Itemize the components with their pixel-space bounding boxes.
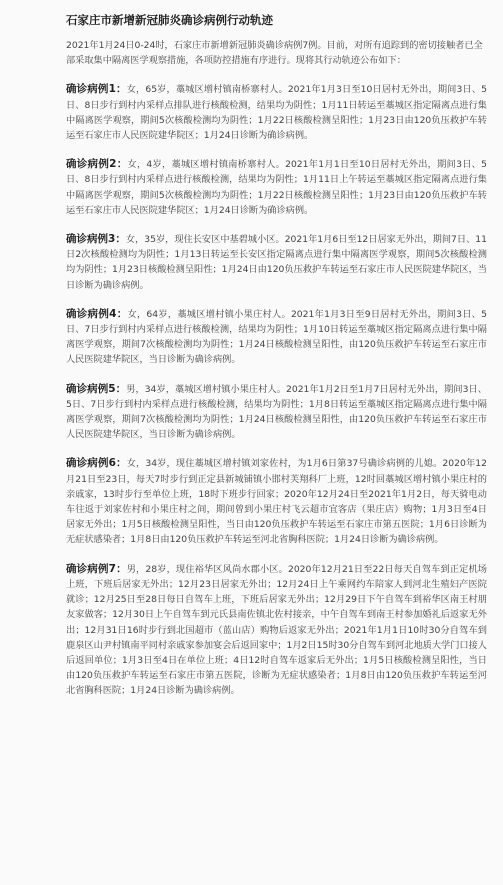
case-paragraph-6 <box>66 456 487 547</box>
article-intro: 2021年1月24日0-24时，石家庄市新增新冠肺炎确诊病例7例。目前，对所有追踪到的密切接触者已全部采取集中隔离医学观察措施，各项防控措施有序进行。现将其行动轨迹公布如下： <box>66 40 483 67</box>
case-label: 确诊病例2： <box>66 158 128 171</box>
case-paragraph-4 <box>66 307 487 368</box>
case-label: 确诊病例4： <box>66 307 128 320</box>
case-text: 女，64岁，藁城区增村镇小果庄村人。2021年1月3日至9日居村无外出，期间3日、5日、7日步行到村内采样点进行核酸检测，结果均为阴性；1月10日转运至藁城区指定隔离点进行集中隔离医学观察，期间7次核酸检测均为阴性；1月24日核酸检测呈阳性，由120负压救护车转运至石家庄市人民医院建华院区，当日诊断为确诊病例。 <box>66 308 487 366</box>
case-text: 女，4岁，藁城区增村镇南桥寨村人。2021年1月1日至10日居村无外出，期间3日、5日、8日步行到村内采样点进行核酸检测，结果均为阴性；1月11日上午转运至藁城区指定隔离点进行集中隔离医学观察，期间5次核酸检测均为阴性；1月22日核酸检测呈阳性；1月23日由120负压救护车转运至石家庄市人民医院建华院区；1月24日诊断为确诊病例。 <box>66 159 487 216</box>
case-text: 女，35岁，现住长安区中基碧城小区。2021年1月6日至12日居家无外出，期间7日、11日2次核酸检测均为阴性；1月13日转运至长安区指定隔离点进行集中隔离医学观察，期间5次核酸检测均为阴性；1月23日核酸检测呈阳性；1月24日由120负压救护车转运至石家庄市人民医院建华院区，当日诊断为确诊病例。 <box>66 234 487 291</box>
case-text: 男，34岁，藁城区增村镇小果庄村人。2021年1月2日至1月7日居村无外出，期间3日、5日、7日步行到村内采样点进行核酸检测，结果均为阴性；1月8日转运至藁城区指定隔离点进行集中隔离医学观察，期间7次核酸检测均为阴性；1月24日核酸检测呈阳性，由120负压救护车转运至石家庄市人民医院建华院区，当日诊断为确诊病例。 <box>66 383 487 441</box>
case-label: 确诊病例1： <box>66 83 127 96</box>
case-paragraph-2 <box>66 157 487 218</box>
case-paragraph-7 <box>66 562 487 699</box>
case-text: 男，28岁，现住裕华区风尚水郡小区。2020年12月21日至22日每天自驾车到正定机场上班，下班后居家无外出；12月23日居家无外出；12月24日上午乘网约车陪家人到河北生殖妇产医院就诊；12月25日至28日每日自驾车上班，下班后居家无外出；12月29日下午自驾车到裕华区南王村朋友家做客；12月30日上午自驾车到元氏县南佐镇北佐村接亲，中午自驾车到南王村参加婚礼后返家无外出；12月31日16时步行到北国超市（蓝山店）购物后返家无外出；2021年1月1日10时30分自驾车到鹿泉区山尹村镇南平同村亲戚家参加宴会后返回家中；1月2日15时30分自驾车到河北地质大学门口接人后返回单位；1月3日至4日在单位上班；4日12时自驾车返家后无外出；1月5日核酸检测呈阳性，当日由120负压救护车转运至石家庄市第五医院，诊断为无症状感染者；1月8日由120负压救护车转运至河北省胸科医院；1月24日诊断为确诊病例。 <box>66 563 487 697</box>
case-paragraph-3 <box>66 232 487 293</box>
case-label: 确诊病例3： <box>66 233 126 246</box>
case-label: 确诊病例6： <box>66 457 127 470</box>
case-paragraph-5 <box>66 382 487 443</box>
case-text: 女，65岁，藁城区增村镇南桥寨村人。2021年1月3日至10日居村无外出，期间3日、5日、8日步行到村内采样点排队进行核酸检测，结果均为阴性；1月11日转运至藁城区指定隔离点进行集中隔离医学观察，期间5次核酸检测均为阴性；1月22日核酸检测呈阳性；1月23日由120负压救护车转运至石家庄市人民医院建华院区；1月24日诊断为确诊病例。 <box>66 84 487 142</box>
case-text: 女，34岁，现住藁城区增村镇刘家佐村，为1月6日第37号确诊病例的儿媳。2020年12月21日至23日，每天7时步行到正定县新城铺镇小邯村芙翔科厂上班，12时回藁城区增村镇小果庄村的亲戚家，13时步行至单位上班，18时下班步行回家；2020年12月24日至2021年1月2日，每天骑电动车往返于刘家佐村和小果庄村之间，期间曾到小果庄村飞云超市宜客店（果庄店）购物；1月3日至4日居家无外出；1月5日核酸检测呈阳性，当日由120负压救护车转运至石家庄市第五医院；1月6日诊断为无症状感染者；1月8日由120负压救护车转运至河北省胸科医院；1月24日诊断为确诊病例。 <box>66 458 487 546</box>
case-label: 确诊病例7： <box>66 562 127 575</box>
article-title: 石家庄市新增新冠肺炎确诊病例行动轨迹 <box>66 13 273 27</box>
case-paragraph-1 <box>66 82 487 143</box>
case-label: 确诊病例5： <box>66 382 127 395</box>
